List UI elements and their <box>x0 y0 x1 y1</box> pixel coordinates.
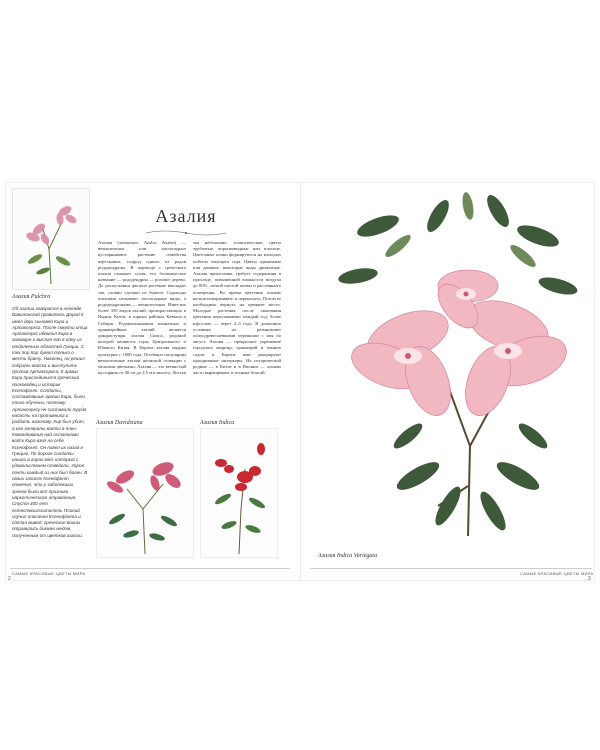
page-gutter <box>300 183 301 580</box>
footer-rule-right <box>310 568 592 569</box>
footer-title-right: САМЫЕ КРАСИВЫЕ ЦВЕТЫ МИРА <box>520 571 594 576</box>
plate1-caption: Азалия Davidsiana <box>96 420 143 426</box>
azalea-pulchra-illustration <box>12 188 90 290</box>
azalea-davidsiana-illustration <box>96 428 194 558</box>
page-title-block <box>142 206 230 233</box>
page-title: Азалия <box>155 206 217 226</box>
plate2-caption: Азалия Indica <box>200 420 235 426</box>
footer-title-left: САМЫЕ КРАСИВЫЕ ЦВЕТЫ МИРА <box>12 571 86 576</box>
page-number-right: 3 <box>588 576 591 582</box>
page-number-left: 2 <box>8 576 11 582</box>
azalea-indica-illustration <box>200 428 278 558</box>
footer-rule-left <box>10 568 290 569</box>
body-column-2: тья небольшие, эллиптические, цветы трубчатые, воронковидные или плоские. Цветочные почки формируются на молодых побегах текущего года. Цветы одиночные или двоякие, некоторые виды ароматные. Азалия прихотлива, требует содержания в прохладе, повышенной влажности воздуха до 80%, легкой кислой почвы и рассеянного освещения. Во время цветения азалию нельзя поворачивать и переносить. Потом ее необходимо вернуть на прежнее место. Молодые растения после окончания цветения пересаживают каждый год, более взрослые — через 2–3 года. В домашних условиях их размножают полуодревесневшими черенками с мая по август. Азалия — прекрасное украшение городских квартир, оранжерей и зимних садов, в Европе ими декорируют праздничные интерьеры. На исторической родине — в Китае и в Японии — азалию часто выращивают в технике бонсай. <box>193 240 281 376</box>
right-plate-caption: Азалия Indica Variegata <box>318 553 378 559</box>
body-column-1: Азалия (латинское Azalia, Azalea) — вечнозеленое или листопадное кустарниковое растение семейства вересковых, подрод одного из родов рододендрона. В переводе с греческого азалия означает сухая, его ботаническое название — рододендрон — розовое дерево. До распускания цветков растение выглядит так, словно сделано из бумаги. Садоводы азалиями называют листопадные виды, а рододендронами — вечнозеленые. Известно более 350 видов азалий, произрастающих в Индии, Китае, в горных районах Кавказа и Сибири. Родоначальником комнатных и оранжерейных азалий является дикорастущая азалия Симса, родиной которой являются горы Центрального и Южного Китая. В Европе азалия индика культурна с 1808 года. Особенно популярны вечнозеленые азалии японской селекции с мелкими цветками. Азалия — это ветвистый кустарник от 30 см до 2,5 м в высоту. Листья <box>98 240 186 376</box>
azalea-indica-variegata-illustration <box>318 186 592 546</box>
sidebar-text: Об азалии говорится в легенде. Вавилонский правитель Дарий II имел двух сыновей Кира и Артаксеркса. После смерти отца Артаксеркс обвинил Кира в заговоре и выслал его в одну из отдаленных областей Греции. С тех пор Кир думал только о мести брату. Наконец, он решил собрать войска и выступить против Артаксеркса. К армии Кира присоединился греческий полководец и историк Ксенофонт. Солдаты, составлявшие армию Кира, были плохо обучены, поэтому Артаксерксу не составило труда напасть на противника и разбить наголову. Кир был убит, а его генералы взяты в плен. Командование над остатками войск Кира взял на себя Ксенофонт. Он повел их назад в Грецию. По дороге солдаты нашли в горах мед, который с удовольствием отведали. Уорон почти каждый из них был болен. В своих записях Ксенофонт отмечал, что у заболевших греков были все признаки наркотического отравления. Спустя 400 лет естествоиспытатель Плиний изучил описания Ксенофонта и сделал вывод: греческие воины отравились дикими медом, полученным от цветков азалии. <box>12 306 88 538</box>
title-flourish-icon <box>142 229 230 237</box>
thumb-caption: Азалия Pulchra <box>12 294 51 300</box>
